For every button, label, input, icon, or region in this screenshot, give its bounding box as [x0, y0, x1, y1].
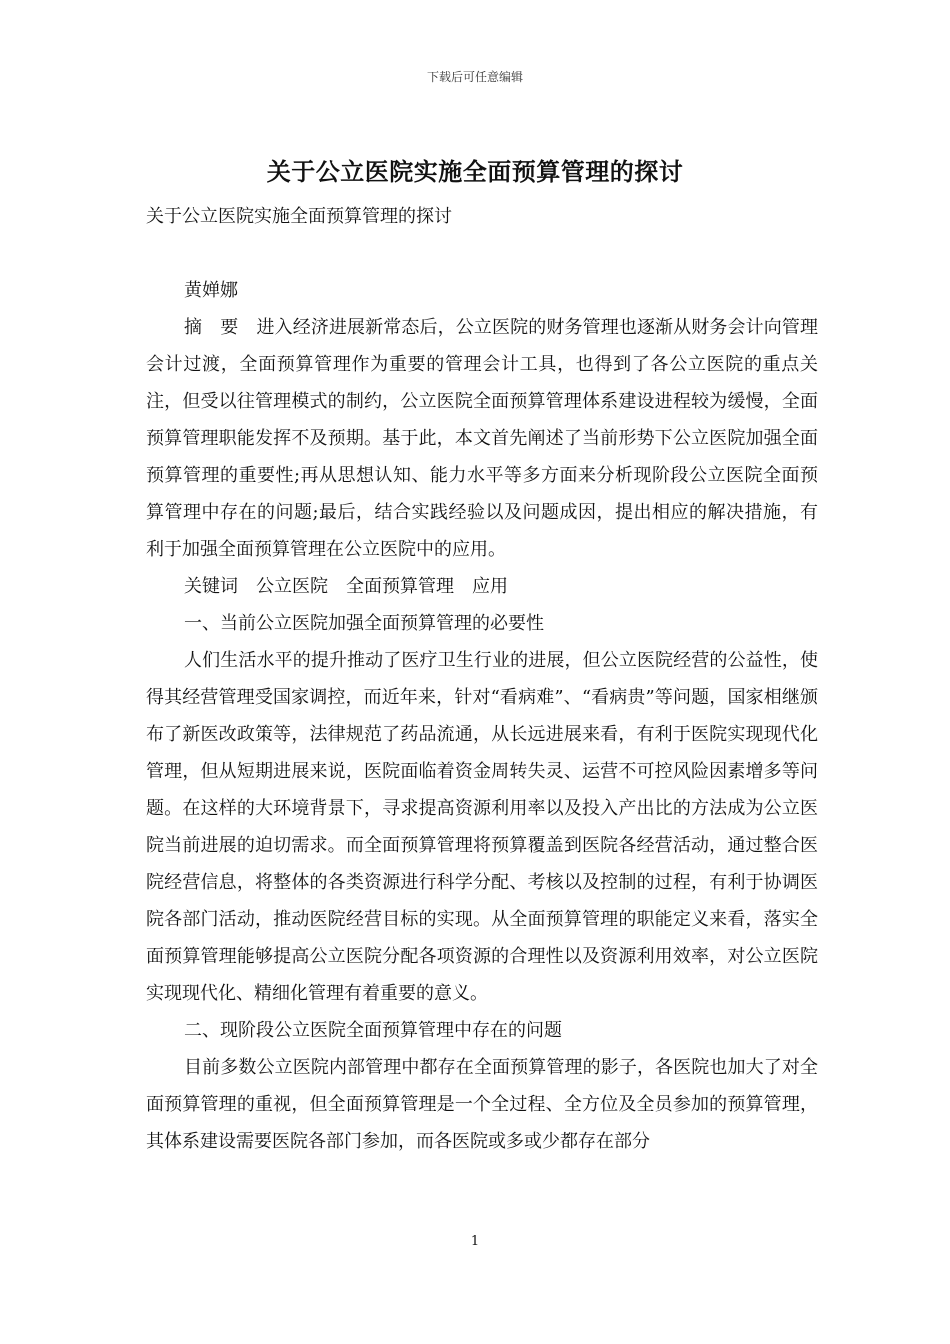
author-name: 黄婵娜: [184, 280, 238, 301]
section-1-paragraph: 人们生活水平的提升推动了医疗卫生行业的进展，但公立医院经营的公益性，使得其经营管理受国家调控，而近年来，针对“看病难”、“看病贵”等问题，国家相继颁布了新医改政策等，法律规范了药品流通，从长远进展来看，有利于医院实现现代化管理，但从短期进展来说，医院面临着资金周转失灵、运营不可控风险因素增多等问题。在这样的大环境背景下，寻求提高资源利用率以及投入产出比的方法成为公立医院当前进展的迫切需求。而全面预算管理将预算覆盖到医院各经营活动，通过整合医院经营信息，将整体的各类资源进行科学分配、考核以及控制的过程，有利于协调医院各部门活动，推动医院经营目标的实现。从全面预算管理的职能定义来看，落实全面预算管理能够提高公立医院分配各项资源的合理性以及资源利用效率，对公立医院实现现代化、精细化管理有着重要的意义。: [146, 650, 818, 1004]
document-body: [146, 198, 818, 1160]
section-2-paragraph: 目前多数公立医院内部管理中都存在全面预算管理的影子，各医院也加大了对全面预算管理的重视，但全面预算管理是一个全过程、全方位及全员参加的预算管理，其体系建设需要医院各部门参加，而各医院或多或少都存在部分: [146, 1057, 818, 1152]
section-1-heading: 一、当前公立医院加强全面预算管理的必要性: [184, 613, 544, 634]
abstract-paragraph: 摘 要 进入经济进展新常态后，公立医院的财务管理也逐渐从财务会计向管理会计过渡，全面预算管理作为重要的管理会计工具，也得到了各公立医院的重点关注，但受以往管理模式的制约，公立医院全面预算管理体系建设进程较为缓慢，全面预算管理职能发挥不及预期。基于此，本文首先阐述了当前形势下公立医院加强全面预算管理的重要性;再从思想认知、能力水平等多方面来分析现阶段公立医院全面预算管理中存在的问题;最后，结合实践经验以及问题成因，提出相应的解决措施，有利于加强全面预算管理在公立医院中的应用。: [146, 317, 818, 560]
header-note: 下载后可任意编辑: [426, 70, 523, 84]
document-title: 关于公立医院实施全面预算管理的探讨: [266, 157, 684, 186]
keywords-line: 关键词 公立医院 全面预算管理 应用: [184, 576, 508, 597]
page-number: 1: [470, 1234, 480, 1249]
document-subtitle: 关于公立医院实施全面预算管理的探讨: [146, 206, 452, 227]
section-2-heading: 二、现阶段公立医院全面预算管理中存在的问题: [184, 1020, 562, 1041]
